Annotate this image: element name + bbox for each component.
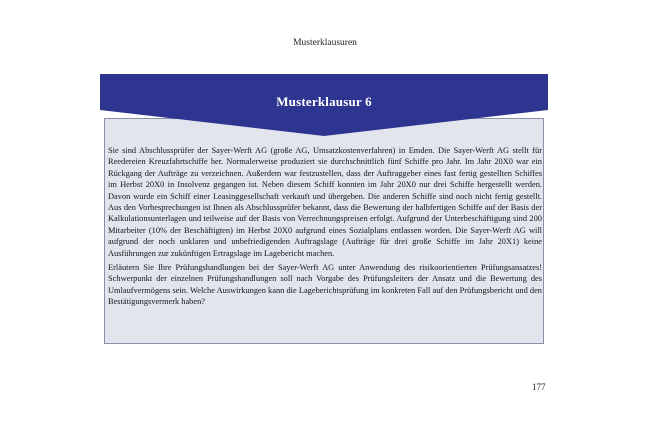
case-description: Sie sind Abschlussprüfer der Sayer-Werft AG (große AG, Umsatzkostenverfahren) in Emden. Die Sayer-Werft AG stellt für Reedereien Kreuzfahrtschiffe her. Normalerweise produziert sie durchschnittlich fünf Schiffe pro Jahr. Im Jahr 20X0 war ein Rückgang der Aufträge zu verzeichnen. Außerdem war festzustellen, dass der Auftraggeber eines fast fertig gestellten Schiffes im Herbst 20X0 in Insolvenz gegangen ist. Neben diesem Schiff konnten im Jahr 20X0 nur drei Schiffe hergestellt werden. Davon wurde ein Schiff einer Leasinggesellschaft verkauft und übergeben. Die anderen Schiffe sind noch nicht fertig gestellt. Aus den Vorbesprechungen ist Ihnen als Abschlussprüfer bekannt, dass die Bewertung der halbfertigen Schiffe auf der Basis der Kalkulationsunterlagen und teilweise auf der Basis von Verrechnungspreisen erfolgt. Aufgrund der Unterbeschäftigung sind 200 Mitarbeiter (10% der Beschäftigten) im Herbst 20X0 aufgrund eines Sozialplans entlassen worden. Die Sayer-Werft AG will aufgrund der noch unklaren und unbefriedigenden Auftragslage (Aufträge für drei große Schiffe im Jahr 20X1) keine Ausführungen zur zukünftigen Ertragslage im Lagebericht machen. [108, 146, 542, 258]
title-banner [100, 74, 548, 138]
running-header: Musterklausuren [293, 38, 357, 48]
case-text [108, 145, 542, 311]
case-question: Erläutern Sie Ihre Prüfungshandlungen bei der Sayer-Werft AG unter Anwendung des risikoorientierten Prüfungsansatzes! Schwerpunkt der einzelnen Prüfungshandlungen soll nach Vorgabe des Prüfungsleiters der Ansatz und die Bewertung des Umlaufvermögens sein. Welche Auswirkungen kann die Lageberichtsprüfung im konkreten Fall auf den Prüfungsbericht und den Bestätigungsvermerk haben? [108, 263, 542, 307]
page-number: 177 [532, 382, 546, 392]
exam-title: Musterklausur 6 [276, 94, 372, 109]
